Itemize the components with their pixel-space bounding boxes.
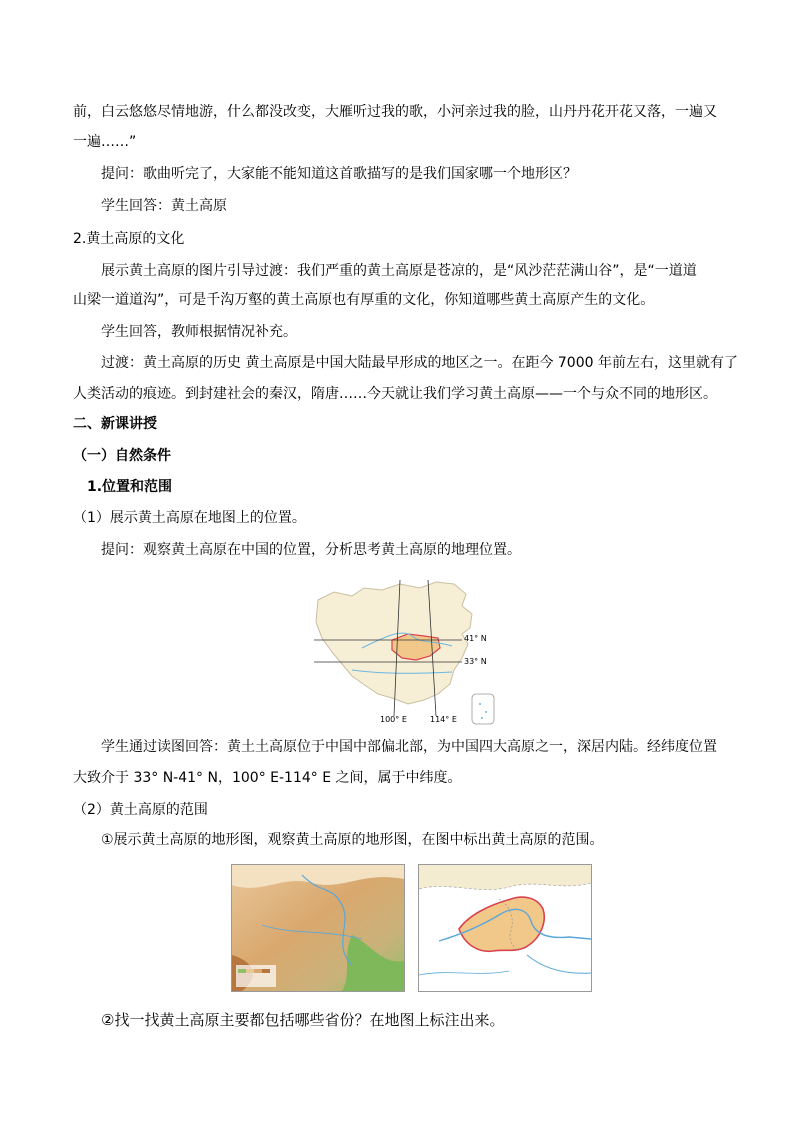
answer-location-1: 学生通过读图回答：黄土土高原位于中国中部偏北部，为中国四大高原之一，深居内陆。经纬度位置 [101,739,717,755]
student-answer-2: 学生回答，教师根据情况补充。 [101,324,297,340]
student-answer: 学生回答：黄土高原 [101,198,227,214]
answer-location-2: 大致介于 33° N-41° N，100° E-114° E 之间，属于中纬度。 [73,770,462,786]
label-33n: 33° N [464,657,487,666]
para-lyrics-line-1: 前，白云悠悠尽情地游，什么都没改变，大雁听过我的歌，小河亲过我的脸，山丹丹花开花又落，一遍又 [73,104,717,120]
topo-map-svg [232,865,404,991]
para-transition-1: 展示黄土高原的图片引导过渡：我们严重的黄土高原是苍凉的，是“风沙茫茫满山谷”，是“一道道 [101,263,697,279]
label-114e: 114° E [430,715,457,724]
para-transition-2: 山梁一道道沟”，可是千沟万壑的黄土高原也有厚重的文化，你知道哪些黄土高原产生的文化。 [73,292,655,308]
loess-range-map [418,864,592,992]
heading-new-lesson: 二、新课讲授 [73,416,157,432]
label-100e: 100° E [380,715,407,724]
para-lyrics-line-2: 一遍……” [73,134,137,150]
china-map-svg [312,578,502,726]
task-2-text: ②找一找黄土高原主要都包括哪些省份？在地图上标注出来。 [101,1011,505,1029]
step-2-text: （2）黄土高原的范围 [73,802,208,818]
loess-topographic-map [231,864,405,992]
question-text: 提问：歌曲听完了，大家能不能知道这首歌描写的是我们国家哪一个地形区？ [101,166,577,182]
heading-location-range: 1.位置和范围 [87,479,173,495]
china-location-map [312,578,502,726]
range-map-svg [419,865,591,991]
question-location: 提问：观察黄土高原在中国的位置，分析思考黄土高原的地理位置。 [101,542,521,558]
south-sea-inset [472,694,494,724]
step-1-text: （1）展示黄土高原在地图上的位置。 [73,510,306,526]
heading-culture: 2.黄土高原的文化 [73,231,185,247]
heading-natural-conditions: （一）自然条件 [73,448,171,464]
label-41n: 41° N [464,634,487,643]
para-history-2: 人类活动的痕迹。到封建社会的秦汉，隋唐……今天就让我们学习黄土高原——一个与众不同的地形区。 [73,386,717,402]
para-history-1: 过渡：黄土高原的历史 黄土高原是中国大陆最早形成的地区之一。在距今 7000 年前左右，这里就有了 [101,355,738,371]
task-1-text: ①展示黄土高原的地形图，观察黄土高原的地形图，在图中标出黄土高原的范围。 [101,832,604,848]
